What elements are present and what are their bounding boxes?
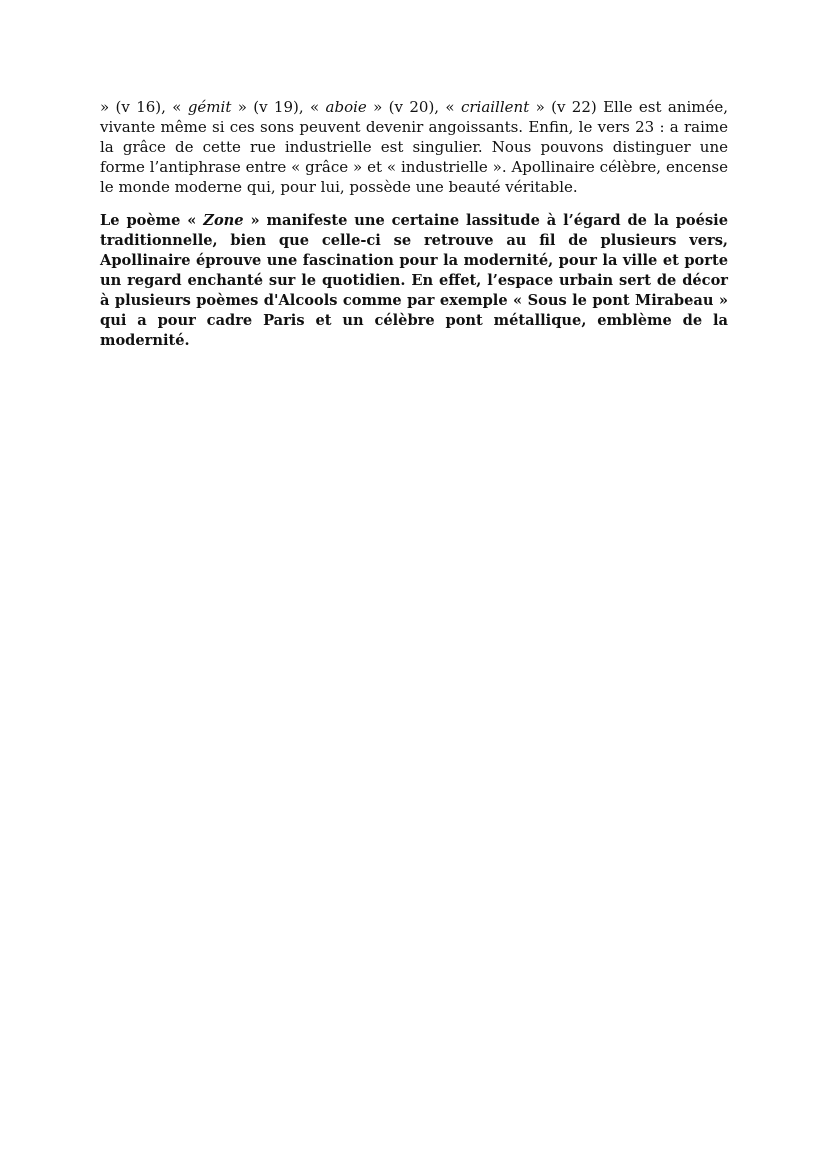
conclusion-paragraph — [100, 211, 728, 351]
text-segment: » (v 16), « — [100, 98, 188, 116]
poem-title-zone: Zone — [203, 212, 244, 229]
text-segment: Le poème « — [100, 212, 204, 229]
text-segment: » (v 22) Elle est animée, vivante même si ces sons peuvent devenir angoissants. Enfin, le vers 23 : a raime la grâce de cette rue industrielle est singulier. Nous pouvons distinguer une forme l’antiphrase entre « grâce » et « industrielle ». Apollinaire célèbre, encense le monde moderne qui, pour lui, possède une beauté véritable. — [100, 98, 728, 196]
analysis-paragraph — [100, 97, 728, 197]
quoted-word-aboie: aboie — [325, 98, 367, 116]
text-segment: » (v 19), « — [231, 98, 326, 116]
document-page — [100, 97, 728, 351]
text-segment: » (v 20), « — [366, 98, 461, 116]
quoted-word-criaillent: criaillent — [460, 98, 530, 116]
text-segment: » manifeste une certaine lassitude à l’égard de la poésie traditionnelle, bien que celle-ci se retrouve au fil de plusieurs vers, Apollinaire éprouve une fascination pour la modernité, pour la ville et porte un regard enchanté sur le quotidien. En effet, l’espace urbain sert de décor à plusieurs poèmes d'Alcools comme par exemple « Sous le pont Mirabeau » qui a pour cadre Paris et un célèbre pont métallique, emblème de la modernité. — [100, 212, 728, 349]
quoted-word-gemit: gémit — [187, 98, 232, 116]
